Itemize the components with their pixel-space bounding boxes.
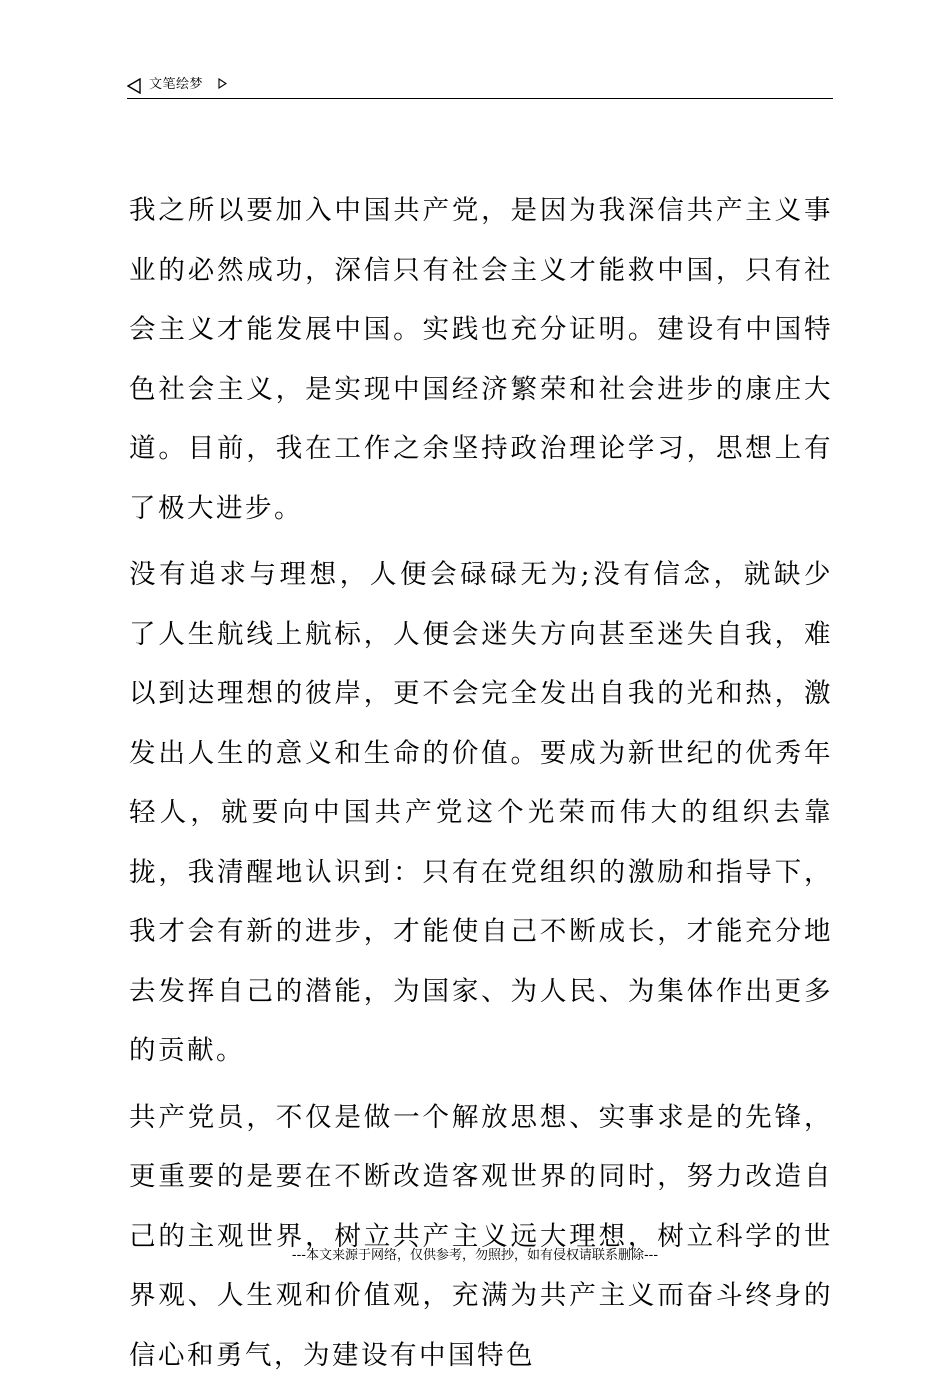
document-body (129, 181, 833, 1392)
right-triangle-outline-icon (218, 78, 227, 89)
page-header (127, 74, 833, 99)
left-triangle-outline-icon (127, 78, 141, 94)
disclaimer-footer: ---本文来源于网络，仅供参考，勿照抄，如有侵权请联系删除--- (291, 1248, 659, 1263)
paragraph-1: 我之所以要加入中国共产党，是因为我深信共产主义事业的必然成功，深信只有社会主义才能救中国，只有社会主义才能发展中国。实践也充分证明。建设有中国特色社会主义，是实现中国经济繁荣和社会进步的康庄大道。目前，我在工作之余坚持政治理论学习，思想上有了极大进步。 (129, 195, 833, 524)
paragraph-2: 没有追求与理想，人便会碌碌无为;没有信念，就缺少了人生航线上航标，人便会迷失方向甚至迷失自我，难以到达理想的彼岸，更不会完全发出自我的光和热，激发出人生的意义和生命的价值。要成为新世纪的优秀年轻人，就要向中国共产党这个光荣而伟大的组织去靠拢，我清醒地认识到：只有在党组织的激励和指导下，我才会有新的进步，才能使自己不断成长，才能充分地去发挥自己的潜能，为国家、为人民、为集体作出更多的贡献。 (129, 559, 833, 1066)
header-title: 文笔绘梦 (149, 77, 204, 92)
paragraph-3: 共产党员，不仅是做一个解放思想、实事求是的先锋，更重要的是要在不断改造客观世界的同时，努力改造自己的主观世界，树立共产主义远大理想，树立科学的世界观、人生观和价值观，充满为共产主义而奋斗终身的信心和勇气，为建设有中国特色 (129, 1101, 833, 1371)
